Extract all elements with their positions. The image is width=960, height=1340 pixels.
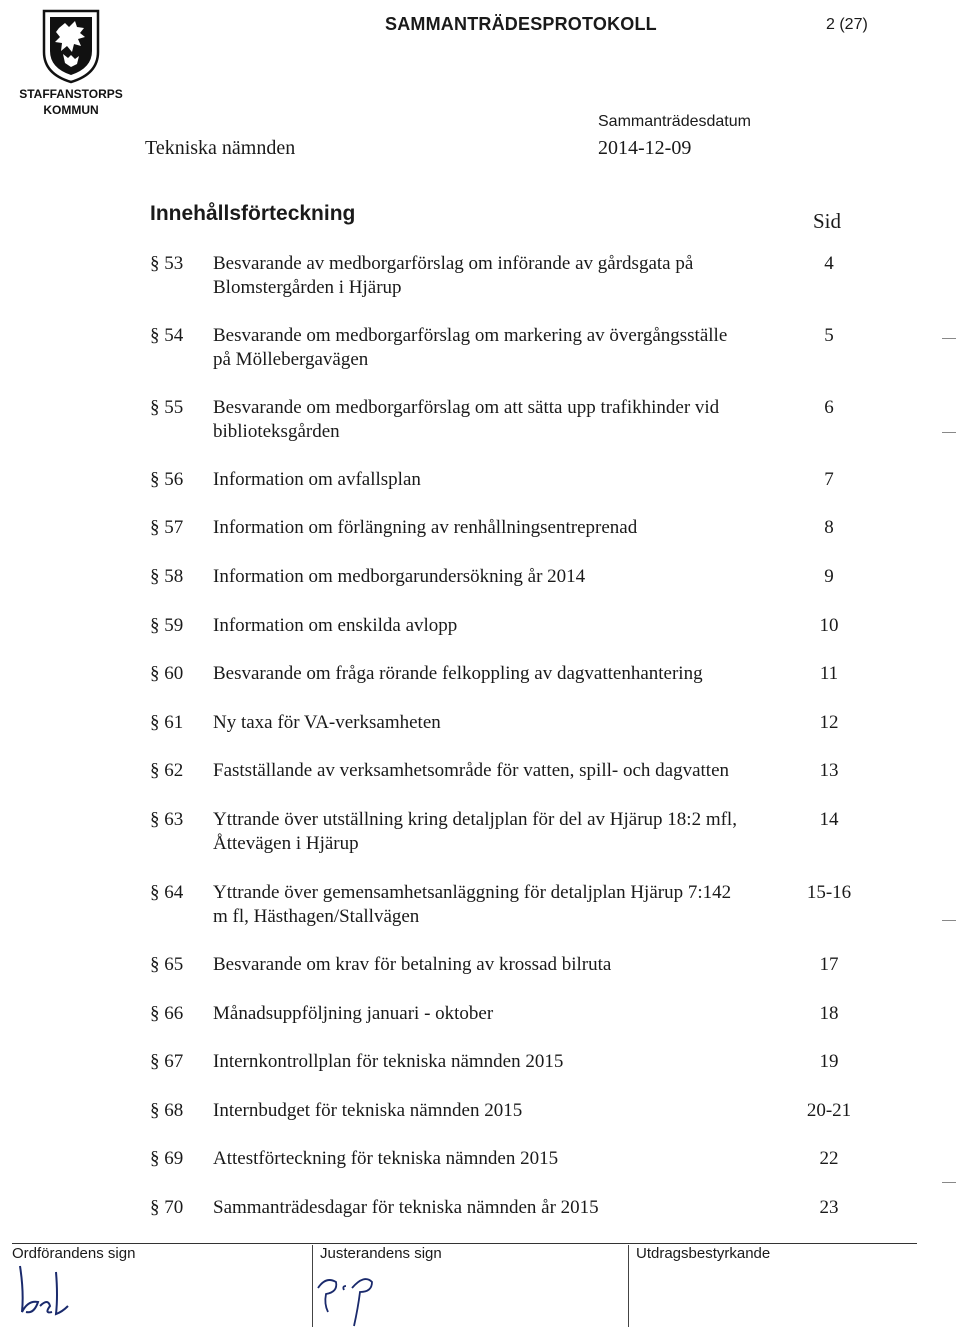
entry-title xyxy=(213,711,798,735)
paragraph-number: § 66 xyxy=(150,1003,184,1024)
chair-signature xyxy=(14,1262,74,1320)
entry-page: 4 xyxy=(824,253,834,274)
entry-page: 20-21 xyxy=(806,1100,852,1121)
margin-mark xyxy=(942,1182,956,1183)
meeting-date: 2014-12-09 xyxy=(598,137,692,159)
entry-page: 7 xyxy=(824,469,834,490)
paragraph-number: § 67 xyxy=(150,1051,184,1072)
margin-mark xyxy=(942,432,956,433)
entry-title-line: Besvarande om medborgarförslag om att sätta upp trafikhinder vid xyxy=(213,397,720,418)
paragraph-number: § 60 xyxy=(150,663,184,684)
organization-name: Tekniska nämnden xyxy=(145,137,296,159)
page-column-label: Sid xyxy=(813,209,842,233)
margin-mark xyxy=(942,920,956,921)
paragraph-number: § 61 xyxy=(150,712,184,733)
entry-title xyxy=(213,808,798,856)
entry-title-line: Åttevägen i Hjärup xyxy=(213,833,359,854)
page-number: 2 (27) xyxy=(826,16,868,33)
entry-page: 8 xyxy=(824,517,834,538)
entry-page: 14 xyxy=(819,809,839,830)
entry-title xyxy=(213,252,798,300)
entry-title-line: Attestförteckning för tekniska nämnden 2015 xyxy=(213,1148,559,1169)
entry-page: 10 xyxy=(819,615,839,636)
entry-page: 18 xyxy=(819,1003,839,1024)
paragraph-number: § 65 xyxy=(150,954,184,975)
entry-title xyxy=(213,759,798,783)
entry-title-line: Information om medborgarundersökning år 2014 xyxy=(213,566,586,587)
entry-title-line: Internkontrollplan för tekniska nämnden 2015 xyxy=(213,1051,564,1072)
margin-mark xyxy=(942,338,956,339)
paragraph-number: § 53 xyxy=(150,253,184,274)
paragraph-number: § 69 xyxy=(150,1148,184,1169)
entry-page: 9 xyxy=(824,566,834,587)
extract-certify-label: Utdragsbestyrkande xyxy=(636,1245,771,1262)
entry-title-line: biblioteksgården xyxy=(213,421,340,442)
meeting-date-label: Sammanträdesdatum xyxy=(598,113,751,130)
entry-title-line: Yttrande över utställning kring detaljplan för del av Hjärup 18:2 mfl, xyxy=(213,809,737,830)
document-title: SAMMANTRÄDESPROTOKOLL xyxy=(385,14,657,34)
entry-page: 6 xyxy=(824,397,834,418)
paragraph-number: § 58 xyxy=(150,566,184,587)
entry-page: 15-16 xyxy=(806,882,852,903)
logo-text-line2: KOMMUN xyxy=(43,103,99,117)
entry-page: 13 xyxy=(819,760,839,781)
entry-title-line: Besvarande av medborgarförslag om införande av gårdsgata på xyxy=(213,253,694,274)
entry-title-line: Sammanträdesdagar för tekniska nämnden år 2015 xyxy=(213,1197,599,1218)
entry-page: 19 xyxy=(819,1051,839,1072)
entry-title-line: Internbudget för tekniska nämnden 2015 xyxy=(213,1100,523,1121)
entry-title xyxy=(213,396,798,444)
entry-title-line: Information om avfallsplan xyxy=(213,469,421,490)
entry-title xyxy=(213,1002,798,1026)
entry-title xyxy=(213,468,798,492)
toc-heading: Innehållsförteckning xyxy=(150,202,356,225)
entry-title-line: Fastställande av verksamhetsområde för vatten, spill- och dagvatten xyxy=(213,760,730,781)
paragraph-number: § 68 xyxy=(150,1100,184,1121)
paragraph-number: § 64 xyxy=(150,882,184,903)
adjuster-sign-label: Justerandens sign xyxy=(320,1245,442,1262)
paragraph-number: § 57 xyxy=(150,517,184,538)
entry-page: 11 xyxy=(819,663,839,684)
entry-title xyxy=(213,614,798,638)
paragraph-number: § 55 xyxy=(150,397,184,418)
entry-title xyxy=(213,1147,798,1171)
entry-title-line: Besvarande om fråga rörande felkoppling av dagvattenhantering xyxy=(213,663,703,684)
paragraph-number: § 54 xyxy=(150,325,184,346)
entry-title-line: Information om förlängning av renhållningsentreprenad xyxy=(213,517,638,538)
entry-title-line: m fl, Hästhagen/Stallvägen xyxy=(213,906,420,927)
entry-title-line: Yttrande över gemensamhetsanläggning för detaljplan Hjärup 7:142 xyxy=(213,882,732,903)
footer-divider xyxy=(628,1245,629,1327)
entry-title-line: Besvarande om krav för betalning av krossad bilruta xyxy=(213,954,612,975)
footer-rule xyxy=(12,1243,917,1244)
entry-title xyxy=(213,662,798,686)
entry-title-line: Ny taxa för VA-verksamheten xyxy=(213,712,441,733)
paragraph-number: § 62 xyxy=(150,760,184,781)
entry-title xyxy=(213,881,798,929)
entry-title xyxy=(213,324,798,372)
entry-title-line: Månadsuppföljning januari - oktober xyxy=(213,1003,494,1024)
paragraph-number: § 63 xyxy=(150,809,184,830)
logo-text-line1: STAFFANSTORPS xyxy=(19,87,123,101)
entry-title xyxy=(213,1099,798,1123)
entry-title-line: Besvarande om medborgarförslag om markering av övergångsställe xyxy=(213,325,728,346)
entry-title-line: Blomstergården i Hjärup xyxy=(213,277,402,298)
entry-page: 23 xyxy=(819,1197,839,1218)
entry-title xyxy=(213,516,798,540)
entry-title xyxy=(213,565,798,589)
paragraph-number: § 56 xyxy=(150,469,184,490)
entry-title-line: på Möllebergavägen xyxy=(213,349,369,370)
entry-title xyxy=(213,1050,798,1074)
entry-title xyxy=(213,953,798,977)
entry-page: 12 xyxy=(819,712,839,733)
chair-sign-label: Ordförandens sign xyxy=(12,1245,136,1262)
paragraph-number: § 70 xyxy=(150,1197,184,1218)
entry-title xyxy=(213,1196,798,1220)
entry-page: 22 xyxy=(819,1148,839,1169)
entry-page: 17 xyxy=(819,954,839,975)
paragraph-number: § 59 xyxy=(150,615,184,636)
adjuster-signature xyxy=(312,1268,382,1328)
entry-page: 5 xyxy=(824,325,834,346)
entry-title-line: Information om enskilda avlopp xyxy=(213,615,458,636)
